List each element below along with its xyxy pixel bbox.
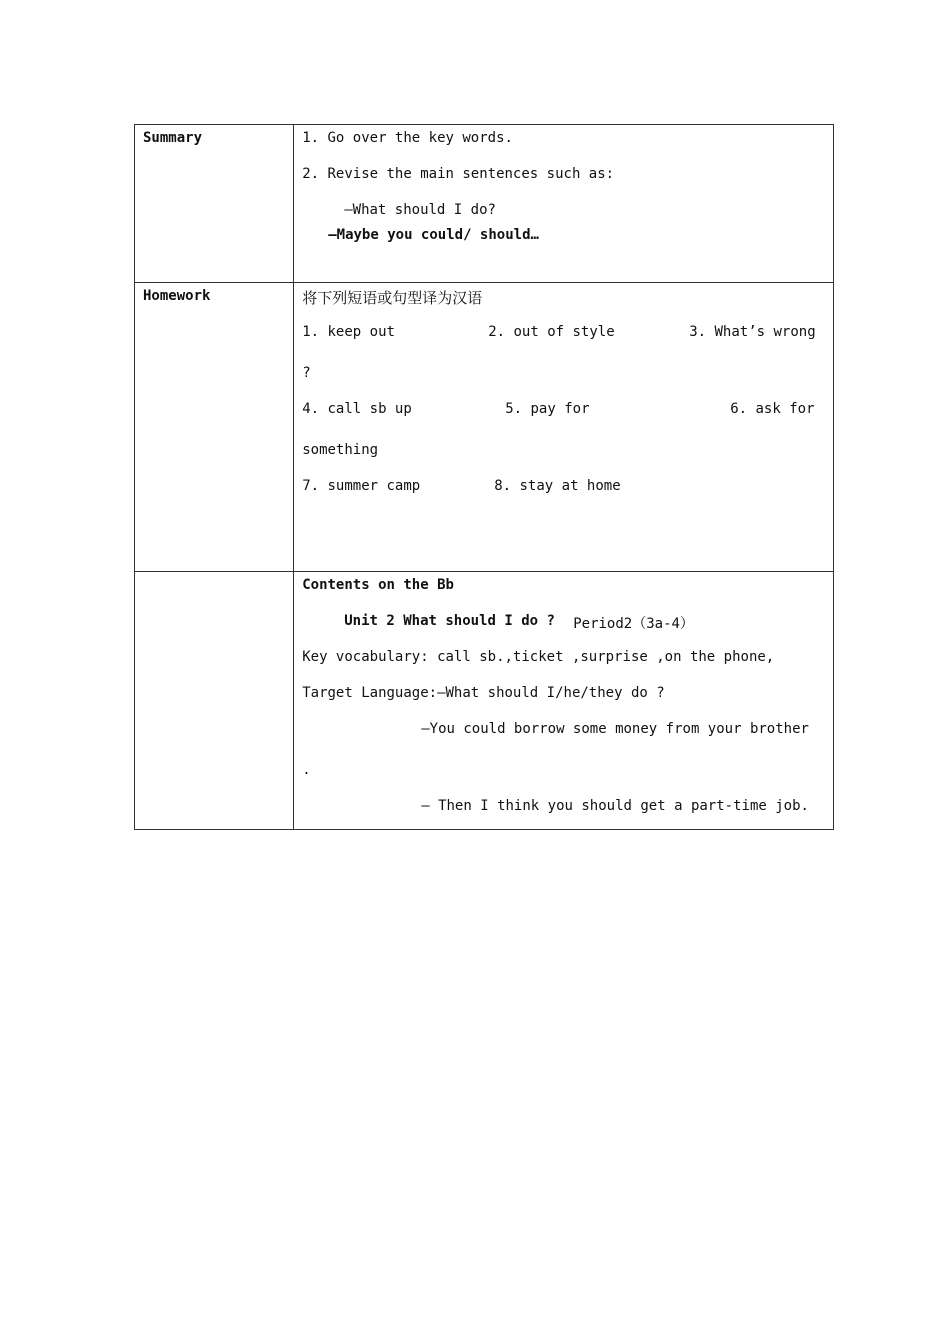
board-row [135, 572, 834, 830]
homework-label: Homework [143, 288, 211, 304]
summary-label: Summary [143, 130, 203, 146]
homework-item-2: 2. out of style [488, 324, 615, 340]
homework-item-6: 6. ask for [730, 401, 815, 417]
board-answer-2: — Then I think you should get a part-time job. [421, 798, 809, 814]
summary-label-cell [135, 125, 294, 283]
board-unit-title: Unit 2 What should I do ? [344, 613, 555, 629]
summary-item-2: 2. Revise the main sentences such as: [302, 166, 615, 182]
homework-item-3-continued: ? [302, 365, 311, 381]
homework-content-cell [294, 283, 834, 572]
homework-label-cell [135, 283, 294, 572]
board-answer-1-continued: . [302, 762, 311, 778]
board-content-cell [294, 572, 834, 830]
homework-row [135, 283, 834, 572]
homework-item-5: 5. pay for [505, 401, 590, 417]
homework-item-3: 3. What’s wrong [689, 324, 816, 340]
board-answer-1: —You could borrow some money from your brother [421, 721, 809, 737]
board-target-language: Target Language:—What should I/he/they do ? [302, 685, 665, 701]
homework-item-4: 4. call sb up [302, 401, 412, 417]
summary-row [135, 125, 834, 283]
homework-item-1: 1. keep out [302, 324, 395, 340]
board-heading: Contents on the Bb [302, 577, 454, 593]
homework-item-7: 7. summer camp [302, 478, 421, 494]
homework-item-6-continued: something [302, 442, 379, 458]
board-label-cell [135, 572, 294, 830]
lesson-plan-table [134, 124, 834, 830]
summary-item-1: 1. Go over the key words. [302, 130, 513, 146]
summary-example-2: —Maybe you could/ should… [328, 227, 539, 243]
board-key-vocabulary: Key vocabulary: call sb.,ticket ,surprise ,on the phone, [302, 649, 775, 665]
board-period: Period2（3a-4） [573, 616, 694, 632]
homework-instruction: 将下列短语或句型译为汉语 [302, 289, 483, 307]
summary-content-cell [294, 125, 834, 283]
summary-example-1: —What should I do? [344, 202, 496, 218]
homework-item-8: 8. stay at home [494, 478, 621, 494]
